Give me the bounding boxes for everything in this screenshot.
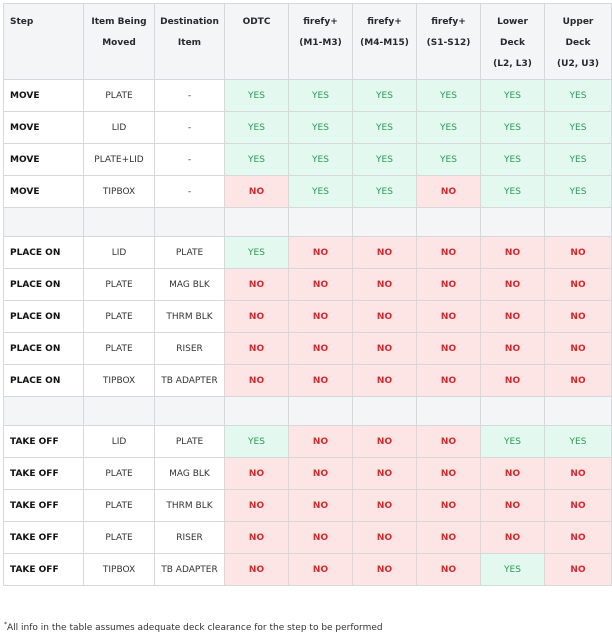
spacer-cell — [481, 208, 545, 237]
no-cell: NO — [353, 301, 417, 333]
no-cell: NO — [225, 522, 289, 554]
no-cell: NO — [481, 333, 545, 365]
no-cell: NO — [481, 490, 545, 522]
table-row — [4, 237, 612, 269]
table-row — [4, 112, 612, 144]
item-cell: PLATE — [84, 522, 155, 554]
yes-cell: YES — [417, 144, 481, 176]
spacer-cell — [4, 208, 84, 237]
no-cell: NO — [481, 269, 545, 301]
destination-cell: - — [155, 144, 225, 176]
item-cell: PLATE — [84, 269, 155, 301]
spacer-cell — [225, 208, 289, 237]
item-cell: LID — [84, 237, 155, 269]
header-row — [4, 4, 612, 80]
no-cell: NO — [545, 365, 612, 397]
no-cell: NO — [289, 269, 353, 301]
footnote-text: All info in the table assumes adequate deck clearance for the step to be performed — [7, 623, 383, 633]
destination-cell: TB ADAPTER — [155, 554, 225, 586]
item-cell: PLATE — [84, 333, 155, 365]
step-cell: PLACE ON — [4, 237, 84, 269]
no-cell: NO — [289, 365, 353, 397]
header-label-line: firefy+ — [303, 17, 338, 27]
yes-cell: YES — [417, 112, 481, 144]
spacer-cell — [4, 397, 84, 426]
header-label-line: ODTC — [242, 17, 271, 27]
no-cell: NO — [481, 365, 545, 397]
spacer-cell — [155, 208, 225, 237]
spacer-cell — [481, 397, 545, 426]
no-cell: NO — [289, 522, 353, 554]
no-cell: NO — [225, 490, 289, 522]
no-cell: NO — [289, 333, 353, 365]
destination-cell: - — [155, 112, 225, 144]
spacer-cell — [155, 397, 225, 426]
item-cell: TIPBOX — [84, 176, 155, 208]
no-cell: NO — [545, 237, 612, 269]
header-upper-deck — [545, 4, 612, 80]
no-cell: NO — [353, 333, 417, 365]
compatibility-table — [3, 3, 612, 586]
yes-cell: YES — [481, 80, 545, 112]
no-cell: NO — [481, 458, 545, 490]
item-cell: PLATE — [84, 458, 155, 490]
step-cell: TAKE OFF — [4, 490, 84, 522]
no-cell: NO — [417, 426, 481, 458]
table-body — [4, 80, 612, 586]
destination-cell: PLATE — [155, 426, 225, 458]
no-cell: NO — [417, 176, 481, 208]
yes-cell: YES — [225, 144, 289, 176]
no-cell: NO — [289, 237, 353, 269]
step-cell: TAKE OFF — [4, 426, 84, 458]
destination-cell: RISER — [155, 333, 225, 365]
yes-cell: YES — [417, 80, 481, 112]
no-cell: NO — [417, 554, 481, 586]
header-label-line: Step — [10, 17, 34, 27]
header-label-line: firefy+ — [431, 17, 466, 27]
yes-cell: YES — [545, 112, 612, 144]
spacer-cell — [545, 208, 612, 237]
no-cell: NO — [417, 269, 481, 301]
no-cell: NO — [225, 333, 289, 365]
header-firefly-m4-m15 — [353, 4, 417, 80]
no-cell: NO — [545, 522, 612, 554]
no-cell: NO — [481, 522, 545, 554]
table-row — [4, 176, 612, 208]
destination-cell: - — [155, 176, 225, 208]
step-cell: MOVE — [4, 112, 84, 144]
table-row — [4, 301, 612, 333]
spacer-cell — [84, 397, 155, 426]
no-cell: NO — [353, 522, 417, 554]
table-row — [4, 522, 612, 554]
header-firefly-m1-m3 — [289, 4, 353, 80]
no-cell: NO — [225, 301, 289, 333]
step-cell: MOVE — [4, 144, 84, 176]
header-label-line: firefy+ — [367, 17, 402, 27]
no-cell: NO — [353, 269, 417, 301]
no-cell: NO — [481, 301, 545, 333]
step-cell: PLACE ON — [4, 333, 84, 365]
item-cell: LID — [84, 426, 155, 458]
no-cell: NO — [225, 269, 289, 301]
spacer-cell — [545, 397, 612, 426]
yes-cell: YES — [545, 80, 612, 112]
table-row — [4, 365, 612, 397]
yes-cell: YES — [225, 426, 289, 458]
no-cell: NO — [481, 237, 545, 269]
yes-cell: YES — [353, 176, 417, 208]
no-cell: NO — [417, 333, 481, 365]
no-cell: NO — [545, 301, 612, 333]
destination-cell: MAG BLK — [155, 458, 225, 490]
table-row — [4, 490, 612, 522]
header-item-being-moved — [84, 4, 155, 80]
spacer-cell — [84, 208, 155, 237]
spacer-row — [4, 397, 612, 426]
step-cell: TAKE OFF — [4, 458, 84, 490]
header-label-line: Deck — [500, 38, 525, 48]
no-cell: NO — [353, 365, 417, 397]
header-label-line: Deck — [565, 38, 591, 48]
item-cell: PLATE — [84, 301, 155, 333]
header-label-line: (M4-M15) — [360, 38, 409, 48]
yes-cell: YES — [225, 237, 289, 269]
no-cell: NO — [289, 426, 353, 458]
item-cell: TIPBOX — [84, 365, 155, 397]
yes-cell: YES — [481, 112, 545, 144]
destination-cell: THRM BLK — [155, 301, 225, 333]
no-cell: NO — [417, 301, 481, 333]
spacer-row — [4, 208, 612, 237]
yes-cell: YES — [481, 426, 545, 458]
no-cell: NO — [417, 522, 481, 554]
step-cell: MOVE — [4, 80, 84, 112]
step-cell: TAKE OFF — [4, 554, 84, 586]
header-label-line: (M1-M3) — [299, 38, 342, 48]
yes-cell: YES — [353, 144, 417, 176]
no-cell: NO — [225, 554, 289, 586]
spacer-cell — [417, 397, 481, 426]
step-cell: PLACE ON — [4, 301, 84, 333]
no-cell: NO — [289, 554, 353, 586]
step-cell: TAKE OFF — [4, 522, 84, 554]
header-label-line: (U2, U3) — [557, 59, 599, 69]
footnote — [4, 622, 383, 634]
step-cell: PLACE ON — [4, 269, 84, 301]
table-row — [4, 554, 612, 586]
header-label-line: Upper — [562, 17, 594, 27]
table-row — [4, 80, 612, 112]
yes-cell: YES — [353, 80, 417, 112]
no-cell: NO — [545, 458, 612, 490]
header-destination-item — [155, 4, 225, 80]
yes-cell: YES — [289, 112, 353, 144]
header-label-line: (L2, L3) — [493, 59, 532, 69]
destination-cell: PLATE — [155, 237, 225, 269]
footnote-marker: * — [4, 621, 7, 628]
yes-cell: YES — [225, 80, 289, 112]
destination-cell: MAG BLK — [155, 269, 225, 301]
yes-cell: YES — [289, 80, 353, 112]
header-firefly-s1-s12 — [417, 4, 481, 80]
step-cell: PLACE ON — [4, 365, 84, 397]
yes-cell: YES — [545, 144, 612, 176]
no-cell: NO — [353, 426, 417, 458]
header-label-line: Item — [177, 38, 202, 48]
spacer-cell — [225, 397, 289, 426]
header-label-line: Destination — [160, 17, 219, 27]
no-cell: NO — [289, 301, 353, 333]
no-cell: NO — [417, 237, 481, 269]
destination-cell: THRM BLK — [155, 490, 225, 522]
yes-cell: YES — [225, 112, 289, 144]
destination-cell: TB ADAPTER — [155, 365, 225, 397]
no-cell: NO — [417, 490, 481, 522]
yes-cell: YES — [481, 554, 545, 586]
no-cell: NO — [353, 554, 417, 586]
no-cell: NO — [353, 237, 417, 269]
header-label-line: Lower — [497, 17, 528, 27]
item-cell: PLATE+LID — [84, 144, 155, 176]
yes-cell: YES — [481, 144, 545, 176]
no-cell: NO — [225, 365, 289, 397]
header-lower-deck — [481, 4, 545, 80]
step-cell: MOVE — [4, 176, 84, 208]
yes-cell: YES — [289, 176, 353, 208]
yes-cell: YES — [545, 426, 612, 458]
yes-cell: YES — [481, 176, 545, 208]
table-row — [4, 144, 612, 176]
no-cell: NO — [545, 269, 612, 301]
item-cell: PLATE — [84, 80, 155, 112]
header-label-line: Moved — [102, 38, 136, 48]
item-cell: TIPBOX — [84, 554, 155, 586]
header-step — [4, 4, 84, 80]
header-label-line: Item Being — [91, 17, 147, 27]
destination-cell: RISER — [155, 522, 225, 554]
yes-cell: YES — [545, 176, 612, 208]
no-cell: NO — [545, 490, 612, 522]
table-row — [4, 426, 612, 458]
no-cell: NO — [353, 458, 417, 490]
no-cell: NO — [417, 458, 481, 490]
destination-cell: - — [155, 80, 225, 112]
spacer-cell — [289, 208, 353, 237]
no-cell: NO — [545, 554, 612, 586]
no-cell: NO — [353, 490, 417, 522]
spacer-cell — [289, 397, 353, 426]
no-cell: NO — [289, 458, 353, 490]
spacer-cell — [353, 397, 417, 426]
no-cell: NO — [225, 176, 289, 208]
yes-cell: YES — [353, 112, 417, 144]
yes-cell: YES — [289, 144, 353, 176]
item-cell: LID — [84, 112, 155, 144]
table-header — [4, 4, 612, 80]
no-cell: NO — [289, 490, 353, 522]
table-row — [4, 458, 612, 490]
no-cell: NO — [225, 458, 289, 490]
spacer-cell — [353, 208, 417, 237]
table-row — [4, 333, 612, 365]
header-odtc — [225, 4, 289, 80]
spacer-cell — [417, 208, 481, 237]
no-cell: NO — [417, 365, 481, 397]
item-cell: PLATE — [84, 490, 155, 522]
header-label-line: (S1-S12) — [426, 38, 471, 48]
no-cell: NO — [545, 333, 612, 365]
table-row — [4, 269, 612, 301]
